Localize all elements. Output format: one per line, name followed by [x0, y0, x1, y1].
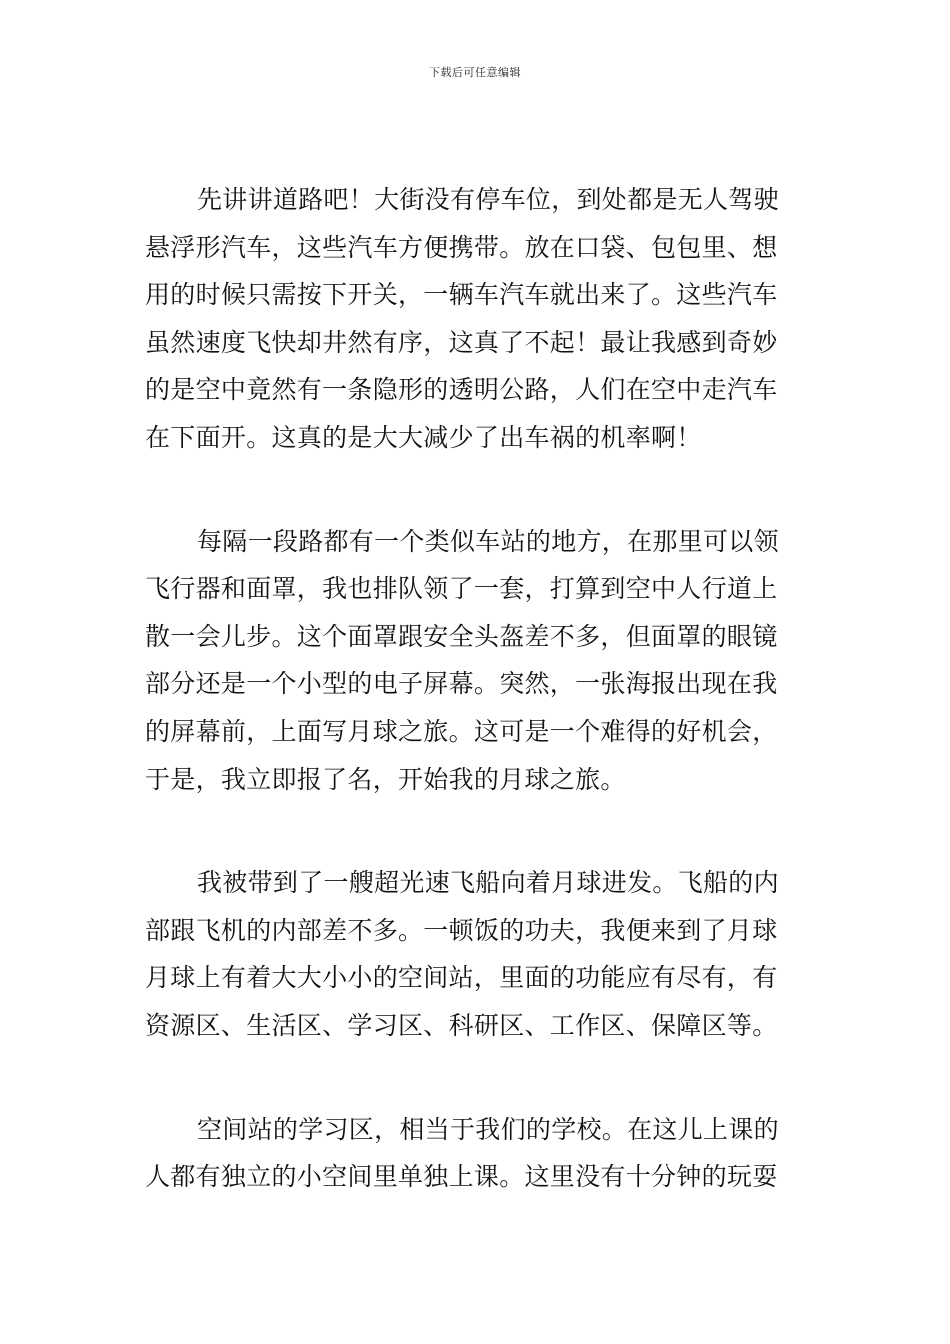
text-line: 部分还是一个小型的电子屏幕。突然，一张海报出现在我 — [145, 669, 778, 699]
text-line: 于是，我立即报了名，开始我的月球之旅。 — [145, 764, 626, 794]
paragraph — [145, 1106, 810, 1201]
page-header: 下载后可任意编辑 — [429, 66, 521, 79]
text-line: 的屏幕前，上面写月球之旅。这可是一个难得的好机会， — [145, 716, 778, 746]
text-line: 部跟飞机的内部差不多。一顿饭的功夫，我便来到了月球 — [145, 915, 778, 945]
text-line: 悬浮形汽车，这些汽车方便携带。放在口袋、包包里、想 — [145, 232, 778, 262]
text-line: 人都有独立的小空间里单独上课。这里没有十分钟的玩耍 — [145, 1162, 778, 1192]
body-text — [145, 176, 810, 1257]
text-line: 用的时候只需按下开关，一辆车汽车就出来了。这些汽车 — [145, 280, 778, 310]
paragraph — [145, 176, 810, 462]
text-line: 每隔一段路都有一个类似车站的地方，在那里可以领 — [197, 526, 779, 556]
text-line: 在下面开。这真的是大大减少了出车祸的机率啊！ — [145, 422, 702, 452]
text-line: 空间站的学习区，相当于我们的学校。在这儿上课的 — [197, 1114, 779, 1144]
paragraph — [145, 859, 810, 1049]
paragraph — [145, 518, 810, 804]
text-line: 散一会儿步。这个面罩跟安全头盔差不多，但面罩的眼镜 — [145, 621, 778, 651]
text-line: 飞行器和面罩，我也排队领了一套，打算到空中人行道上 — [145, 574, 778, 604]
text-line: 先讲讲道路吧！大街没有停车位，到处都是无人驾驶 — [197, 185, 779, 214]
text-line: 资源区、生活区、学习区、科研区、工作区、保障区等。 — [145, 1010, 778, 1040]
text-line: 的是空中竟然有一条隐形的透明公路，人们在空中走汽车 — [145, 375, 778, 405]
text-line: 我被带到了一艘超光速飞船向着月球进发。飞船的内 — [197, 868, 779, 898]
text-line: 虽然速度飞快却井然有序，这真了不起！最让我感到奇妙 — [145, 327, 778, 357]
text-line: 月球上有着大大小小的空间站，里面的功能应有尽有，有 — [145, 963, 778, 993]
